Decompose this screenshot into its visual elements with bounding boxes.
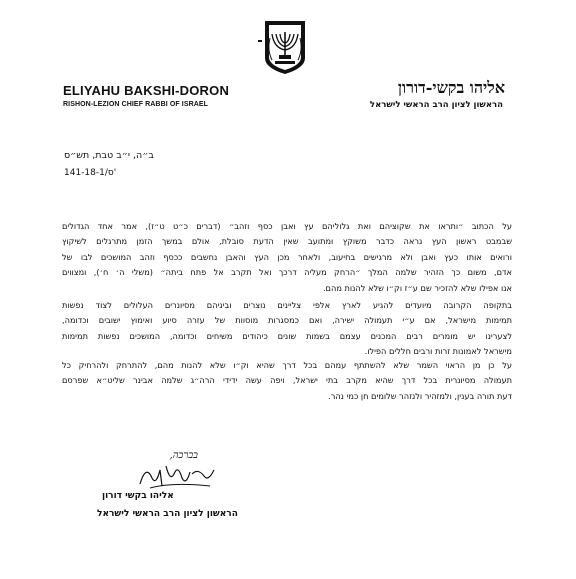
body-line: תעמולה מסיונרית בכל דרך שהיא מקרב בתי ישראל, ויפה עשה ידידי הרה״ג שלמה אבינר שליט״א שפרסם (62, 375, 512, 386)
body-line: דעת תורה בענין, ולמזהיר ולנזהר שלומים חן כמי נהר. (328, 390, 512, 401)
body-line: מישראל לאמונות זרות ורבים חללים הפילו. (364, 346, 512, 357)
rabbi-name-english: ELIYAHU BAKSHI-DORON (63, 83, 230, 98)
body-line: אדם, משום כך הזהיר שלמה המלך ״הרחק מעליה דרכך ואל תקרב אל פתח ביתה״ (משלי ה׳ ח׳), ומצווים (62, 267, 512, 278)
body-line: ורואים אותו כעץ ואבן ולא מרגישים בחיעוב, ולאחר מכן העץ והאבן נחשבים ככסף וזהב המושכים לבו של (62, 251, 512, 262)
closing-salutation: בברכה, (169, 450, 198, 461)
signatory-name: אליהו בקשי דורון (102, 491, 174, 501)
menorah-emblem-icon (262, 18, 308, 76)
rabbi-title-english: RISHON-LEZION CHIEF RABBI OF ISRAEL (63, 101, 209, 108)
paragraph-3 (62, 358, 512, 404)
body-line: על כן מן הראוי השמר שלא להשתתף עמהם בכל דרך שהיא וק״ו שלא להנות מהם, להתרחק ולהרחיק כל (62, 360, 512, 370)
reference-number: ס/141-18-1' (64, 168, 117, 178)
rabbi-title-hebrew: הראשון לציון הרב הראשי לישראל (369, 100, 503, 110)
signatory-title: הראשון לציון הרב הראשי לישראל (97, 509, 238, 519)
paragraph-1 (62, 219, 512, 296)
letter-date: ב״ה, י״ב טבת, תש״ס (64, 150, 154, 161)
rabbi-name-hebrew: אליהו בקשי-דורון (397, 78, 505, 97)
body-line: על הכתוב ״ותראו את שקוציהם ואת גלוליהם עץ ואבן כסף וזהב״ (דברים כ״ט ט״ז), אמר אחד הגדולים (62, 221, 512, 231)
body-line: שבמבט ראשון העץ נראה כדבר משוקץ ומתועב שאין הדעת סובלת, אולם במשך הזמן מתרגלים לשיקוץ (62, 236, 512, 247)
body-line: תמימות מישראל, אם ע״י תעמולה ישירה, ואם כמסגרות מוסוות של עזרה סיוע ואימוץ ישובים וכדומה, (62, 315, 512, 326)
body-line: אנו אפילו שלא להזכיר שם ע״ז וק״ו שלא להנות מהם. (322, 282, 512, 293)
paragraph-2 (62, 298, 512, 360)
body-line: לצערינו יש מומרים רבים המכנים עצמם בשמות שונים כיהודים משיחים וכדומה, המושכים נפשות תמימות (62, 330, 512, 341)
body-line: בתקופה הקרובה מיועדים להגיע לארץ אלפי צליינים נוצרים וביניהם מסיונרים העלולים לצוד נפשות (62, 300, 512, 310)
